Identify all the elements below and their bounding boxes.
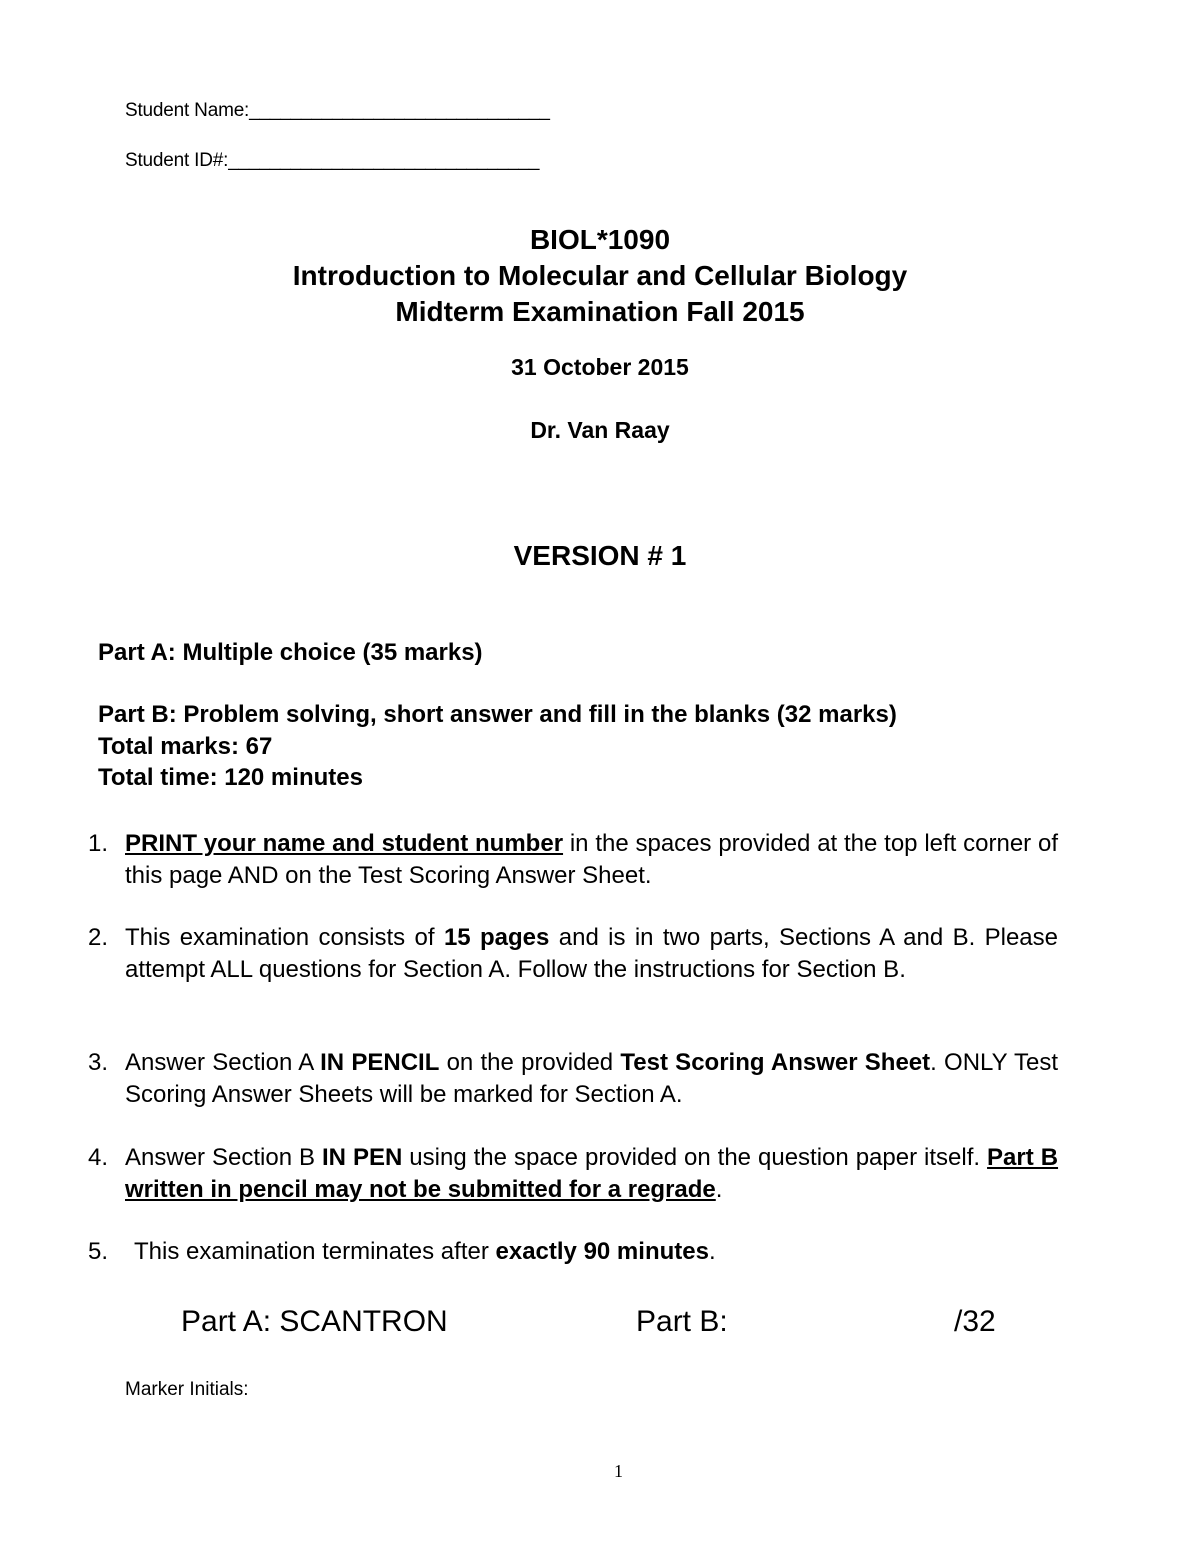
course-title: Introduction to Molecular and Cellular Biology <box>292 260 908 291</box>
instruction-span: This examination terminates after <box>134 1238 496 1265</box>
instruction-item-4 <box>88 1142 1058 1205</box>
instruction-span: . ONLY Test Scoring Answer Sheets will be marked for Section A. <box>125 1049 1058 1108</box>
instruction-span: using the space provided on the question paper itself. <box>402 1144 988 1171</box>
instruction-text <box>134 1236 1058 1268</box>
instruction-span: . <box>715 1175 723 1203</box>
instruction-number: 1. <box>88 830 109 857</box>
part-a-score-label: Part A: SCANTRON <box>181 1305 448 1338</box>
instructor-name: Dr. Van Raay <box>530 417 670 443</box>
part-b-score-total: /32 <box>954 1305 996 1338</box>
instruction-text <box>125 1142 1058 1205</box>
instruction-item-5 <box>88 1236 1058 1268</box>
instruction-emphasis: IN PENCIL <box>320 1049 440 1076</box>
total-time: Total time: 120 minutes <box>98 764 363 791</box>
student-id-field: Student ID#:______________________________ <box>125 150 540 171</box>
part-b-description: Part B: Problem solving, short answer and fill in the blanks (32 marks) <box>98 701 897 728</box>
part-a-description: Part A: Multiple choice (35 marks) <box>98 639 483 666</box>
instruction-span: Answer Section A <box>125 1049 321 1076</box>
instruction-emphasis: Part B written in pencil may not be submitted for a regrade <box>125 1144 1059 1203</box>
instruction-span: on the provided <box>439 1049 621 1076</box>
instruction-text <box>125 922 1058 985</box>
instruction-emphasis: IN PEN <box>322 1144 403 1171</box>
instruction-number: 4. <box>88 1144 109 1171</box>
instruction-text <box>125 828 1058 891</box>
part-b-score-label: Part B: <box>636 1305 728 1338</box>
instruction-span: in the spaces provided at the top left corner of this page AND on the Test Scoring Answer Sheet. <box>125 830 1058 889</box>
instruction-number: 2. <box>88 924 109 951</box>
page-number: 1 <box>614 1461 623 1481</box>
instruction-emphasis: PRINT your name and student number <box>125 830 564 857</box>
instruction-span: Answer Section B <box>125 1144 322 1171</box>
instruction-item-3 <box>88 1047 1058 1110</box>
instruction-text <box>125 1047 1058 1110</box>
instruction-emphasis: Test Scoring Answer Sheet <box>620 1049 931 1076</box>
exam-title: Midterm Examination Fall 2015 <box>395 296 805 327</box>
course-code: BIOL*1090 <box>529 224 671 255</box>
instruction-number: 3. <box>88 1049 109 1076</box>
instruction-emphasis: exactly 90 minutes <box>495 1238 709 1265</box>
instruction-item-2 <box>88 922 1058 985</box>
exam-version: VERSION # 1 <box>513 540 687 571</box>
instruction-number: 5. <box>88 1238 109 1265</box>
instruction-span: and is in two parts, Sections A and B. Please attempt ALL questions for Section A. Follow the instructions for Section B. <box>125 924 1058 983</box>
marker-initials-field: Marker Initials: <box>125 1379 249 1400</box>
instruction-item-1 <box>88 828 1058 891</box>
total-marks: Total marks: 67 <box>98 733 273 760</box>
instruction-span: . <box>708 1238 716 1265</box>
instruction-span: This examination consists of <box>125 924 444 951</box>
student-name-field: Student Name:_____________________________ <box>125 100 550 121</box>
instruction-emphasis: 15 pages <box>443 924 550 951</box>
exam-date: 31 October 2015 <box>511 354 689 380</box>
